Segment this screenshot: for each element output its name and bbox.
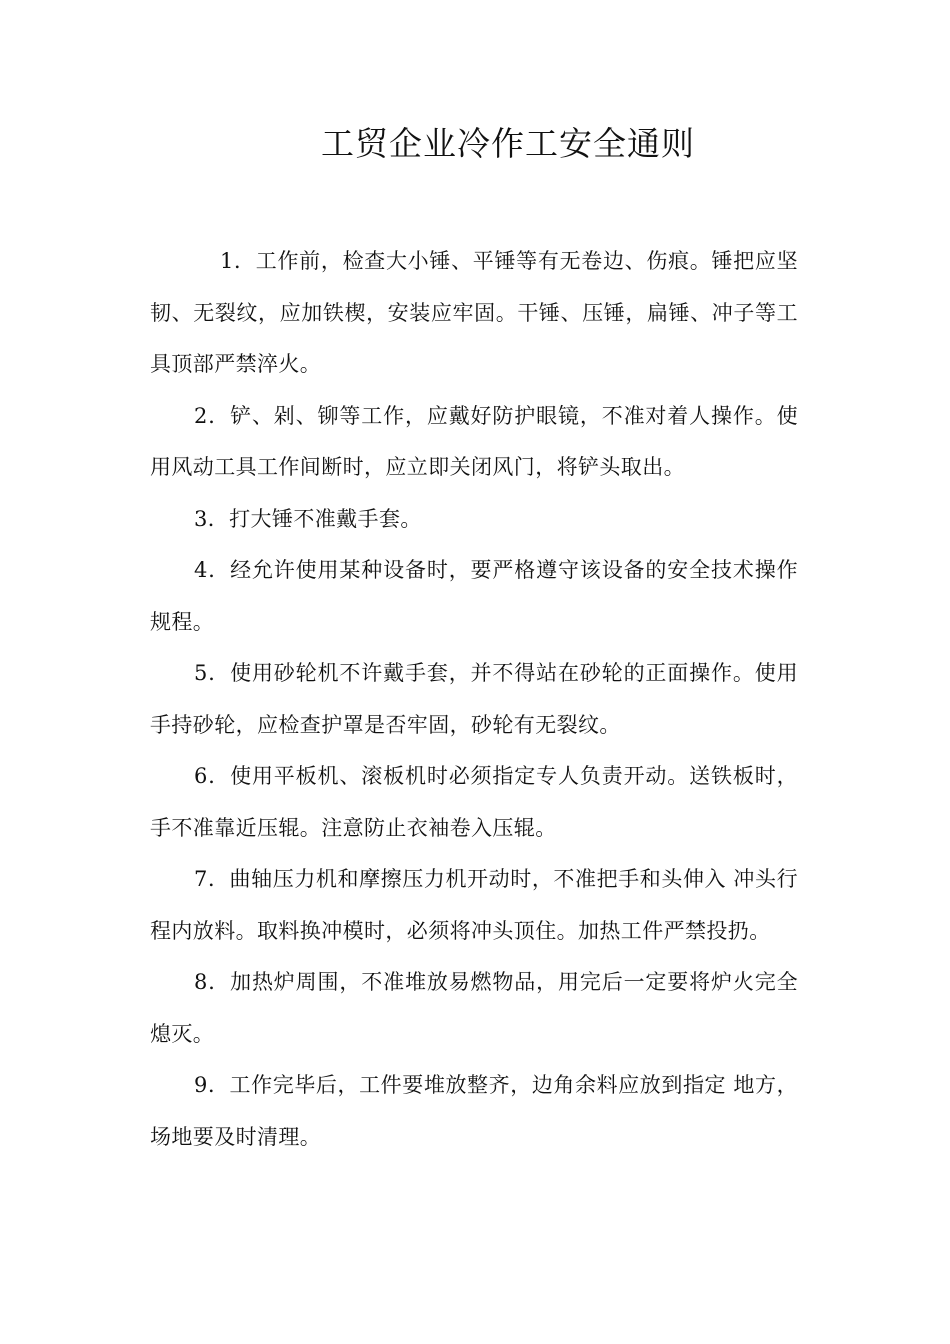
rule-paragraph-1: 1．工作前，检查大小锤、平锤等有无卷边、伤痕。锤把应坚韧、无裂纹，应加铁楔，安装应牢固。干锤、压锤，扁锤、冲子等工具顶部严禁淬火。 <box>150 249 798 376</box>
document-body <box>150 236 798 1163</box>
rule-paragraph-3: 3．打大锤不准戴手套。 <box>194 506 422 531</box>
rule-paragraph-4: 4．经允许使用某种设备时，要严格遵守该设备的安全技术操作规程。 <box>150 558 798 634</box>
rule-paragraph-2: 2．铲、剁、铆等工作，应戴好防护眼镜，不准对着人操作。使用风动工具工作间断时，应立即关闭风门，将铲头取出。 <box>150 403 798 479</box>
rule-paragraph-5: 5．使用砂轮机不许戴手套，并不得站在砂轮的正面操作。使用手持砂轮，应检查护罩是否牢固，砂轮有无裂纹。 <box>150 661 798 737</box>
rule-paragraph-7: 7．曲轴压力机和摩擦压力机开动时，不准把手和头伸入 冲头行程内放料。取料换冲模时，必须将冲头顶住。加热工件严禁投扔。 <box>150 867 798 943</box>
rule-paragraph-9: 9．工作完毕后，工件要堆放整齐，边角余料应放到指定 地方，场地要及时清理。 <box>150 1073 798 1149</box>
rule-paragraph-8: 8．加热炉周围，不准堆放易燃物品，用完后一定要将炉火完全熄灭。 <box>150 970 798 1046</box>
document-title: 工贸企业冷作工安全通则 <box>321 124 695 163</box>
rule-paragraph-6: 6．使用平板机、滚板机时必须指定专人负责开动。送铁板时，手不准靠近压辊。注意防止衣袖卷入压辊。 <box>150 764 798 840</box>
